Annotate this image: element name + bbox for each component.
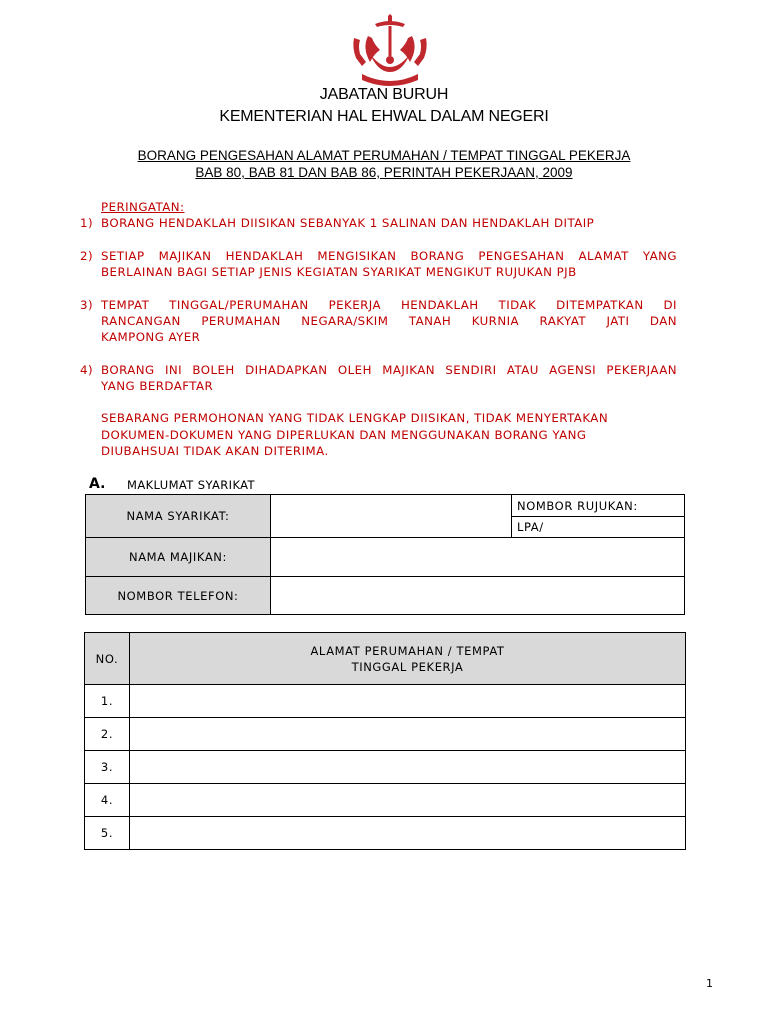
address-field[interactable] (130, 685, 686, 718)
row-number: 4. (85, 784, 130, 817)
company-name-label: NAMA SYARIKAT: (86, 495, 271, 538)
table-row (85, 685, 686, 718)
warning-2-line: SETIAP MAJIKAN HENDAKLAH MENGISIKAN BORANG PENGESAHAN ALAMAT YANG (101, 249, 677, 263)
row-number: 1. (85, 685, 130, 718)
warning-note-line: SEBARANG PERMOHONAN YANG TIDAK LENGKAP DIISIKAN, TIDAK MENYERTAKAN (101, 411, 609, 425)
warning-1-line: BORANG HENDAKLAH DIISIKAN SEBANYAK 1 SALINAN DAN HENDAKLAH DITAIP (101, 216, 595, 230)
column-header-address-line: TINGGAL PEKERJA (351, 659, 464, 674)
form-title: BORANG PENGESAHAN ALAMAT PERUMAHAN / TEMPAT TINGGAL PEKERJA (137, 148, 631, 163)
table-row (85, 718, 686, 751)
ministry-name: KEMENTERIAN HAL EHWAL DALAM NEGERI (219, 108, 549, 125)
section-label: MAKLUMAT SYARIKAT (127, 478, 255, 492)
column-header-address-line: ALAMAT PERUMAHAN / TEMPAT (310, 643, 505, 658)
warning-4-line: BORANG INI BOLEH DIHADAPKAN OLEH MAJIKAN SENDIRI ATAU AGENSI PEKERJAAN (101, 363, 677, 377)
warning-heading: PERINGATAN: (101, 200, 185, 214)
row-number: 5. (85, 817, 130, 850)
table-row (85, 784, 686, 817)
company-info-table (85, 494, 685, 615)
warning-4-line: YANG BERDAFTAR (101, 379, 214, 393)
page-number: 1 (706, 977, 713, 990)
reference-number-label: NOMBOR RUJUKAN: (512, 495, 685, 517)
address-field[interactable] (130, 718, 686, 751)
warning-note-line: DIUBAHSUAI TIDAK AKAN DITERIMA. (101, 444, 329, 458)
warning-3-line: RANCANGAN PERUMAHAN NEGARA/SKIM TANAH KURNIA RAKYAT JATI DAN (101, 314, 677, 328)
address-field[interactable] (130, 817, 686, 850)
crest-emblem-icon (350, 14, 430, 88)
section-letter: A. (89, 476, 106, 492)
warning-number: 2) (80, 249, 94, 263)
company-name-field[interactable] (271, 495, 512, 538)
form-subtitle: BAB 80, BAB 81 DAN BAB 86, PERINTAH PEKERJAAN, 2009 (195, 165, 573, 180)
table-row (85, 817, 686, 850)
table-row (85, 751, 686, 784)
warning-3-line: KAMPONG AYER (101, 330, 201, 344)
row-number: 2. (85, 718, 130, 751)
employer-name-field[interactable] (271, 538, 685, 577)
address-field[interactable] (130, 784, 686, 817)
warning-2-line: BERLAINAN BAGI SETIAP JENIS KEGIATAN SYARIKAT MENGIKUT RUJUKAN PJB (101, 265, 577, 279)
phone-number-field[interactable] (271, 577, 685, 615)
warning-3-line: TEMPAT TINGGAL/PERUMAHAN PEKERJA HENDAKLAH TIDAK DITEMPATKAN DI (101, 298, 677, 312)
address-field[interactable] (130, 751, 686, 784)
department-name: JABATAN BURUH (319, 86, 449, 103)
warning-number: 4) (80, 363, 94, 377)
warning-number: 1) (80, 216, 94, 230)
row-number: 3. (85, 751, 130, 784)
reference-number-field[interactable]: LPA/ (512, 517, 685, 538)
warning-number: 3) (80, 298, 94, 312)
employer-name-label: NAMA MAJIKAN: (86, 538, 271, 577)
address-table (84, 632, 686, 850)
column-header-no: NO. (85, 633, 130, 685)
column-header-address (130, 633, 686, 685)
warning-note-line: DOKUMEN-DOKUMEN YANG DIPERLUKAN DAN MENGGUNAKAN BORANG YANG (101, 428, 587, 442)
phone-number-label: NOMBOR TELEFON: (86, 577, 271, 615)
